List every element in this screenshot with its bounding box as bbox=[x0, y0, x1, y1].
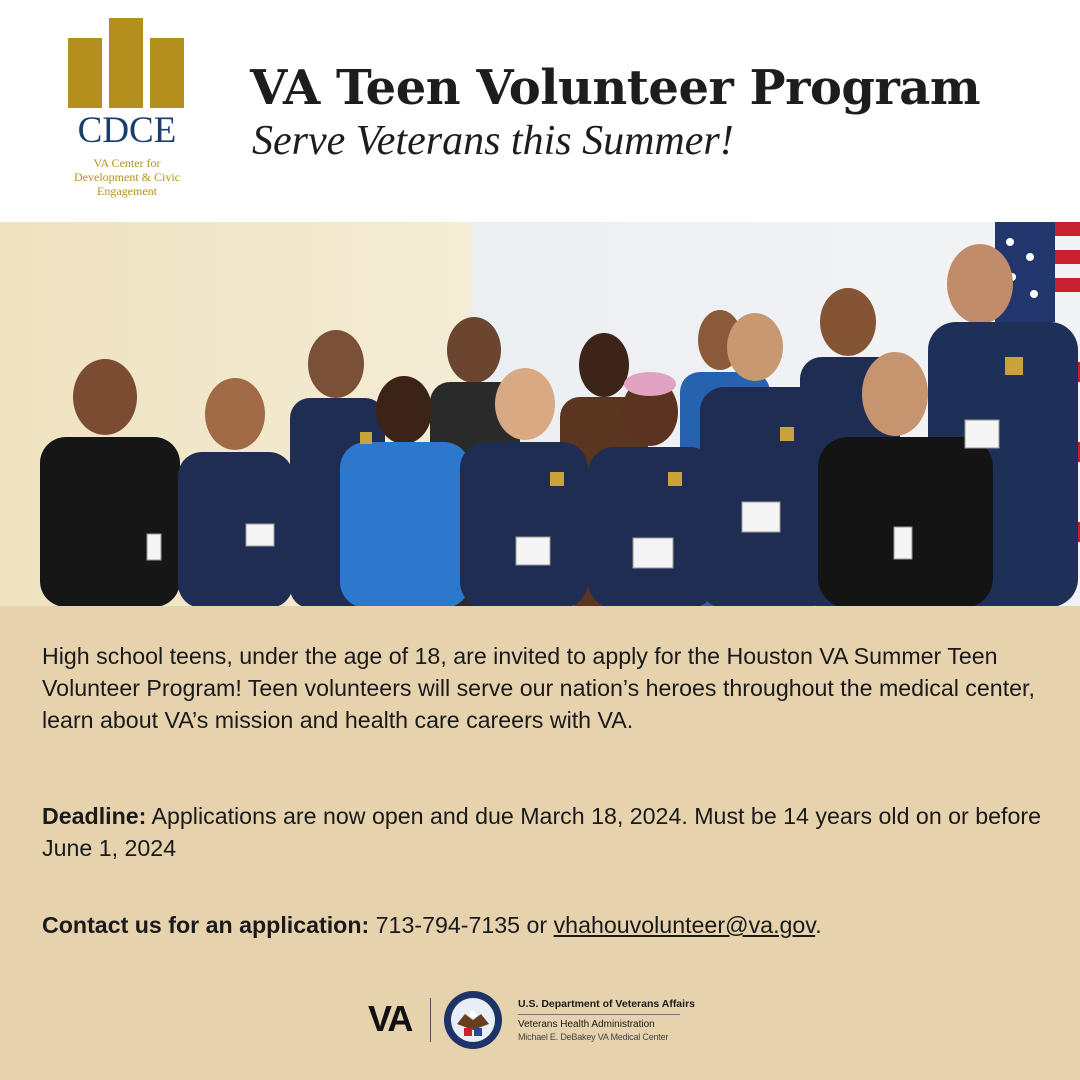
page-title: VA Teen Volunteer Program bbox=[250, 60, 981, 116]
cdce-logo bbox=[62, 18, 192, 203]
header bbox=[0, 0, 1080, 222]
contact-phone: 713-794-7135 or bbox=[369, 912, 554, 938]
contact-label: Contact us for an application: bbox=[42, 912, 370, 938]
logo-wordmark: CDCE bbox=[77, 110, 177, 151]
logo-subtitle: VA Center for Development & Civic Engagement bbox=[74, 156, 180, 198]
deadline-text: Applications are now open and due March 18, 2024. Must be 14 years old on or before June 1, 2024 bbox=[42, 803, 1041, 861]
deadline-paragraph bbox=[42, 800, 1042, 864]
logo-bars-icon bbox=[68, 18, 184, 108]
va-logo: VA bbox=[368, 998, 412, 1039]
medical-center-name: Michael E. DeBakey VA Medical Center bbox=[518, 1032, 669, 1042]
deadline-label: Deadline: bbox=[42, 803, 147, 829]
group-photo bbox=[0, 222, 1080, 606]
footer-va-branding bbox=[368, 990, 698, 1052]
administration-name: Veterans Health Administration bbox=[518, 1019, 655, 1030]
contact-paragraph: Contact us for an application: 713-794-7135 or vhahouvolunteer@va.gov. bbox=[42, 912, 822, 938]
intro-paragraph: High school teens, under the age of 18, are invited to apply for the Houston VA Summer Teen Volunteer Program! Teen volunteers will serve our nation’s heroes throughout the medical center, learn about VA’s mission and health care careers with VA. bbox=[42, 643, 1035, 733]
contact-email-link[interactable]: vhahouvolunteer@va.gov bbox=[553, 912, 816, 938]
department-name: U.S. Department of Veterans Affairs bbox=[518, 998, 695, 1010]
page-subtitle: Serve Veterans this Summer! bbox=[252, 118, 734, 164]
divider bbox=[518, 1014, 680, 1015]
divider bbox=[430, 998, 431, 1042]
va-seal-icon bbox=[443, 990, 503, 1050]
